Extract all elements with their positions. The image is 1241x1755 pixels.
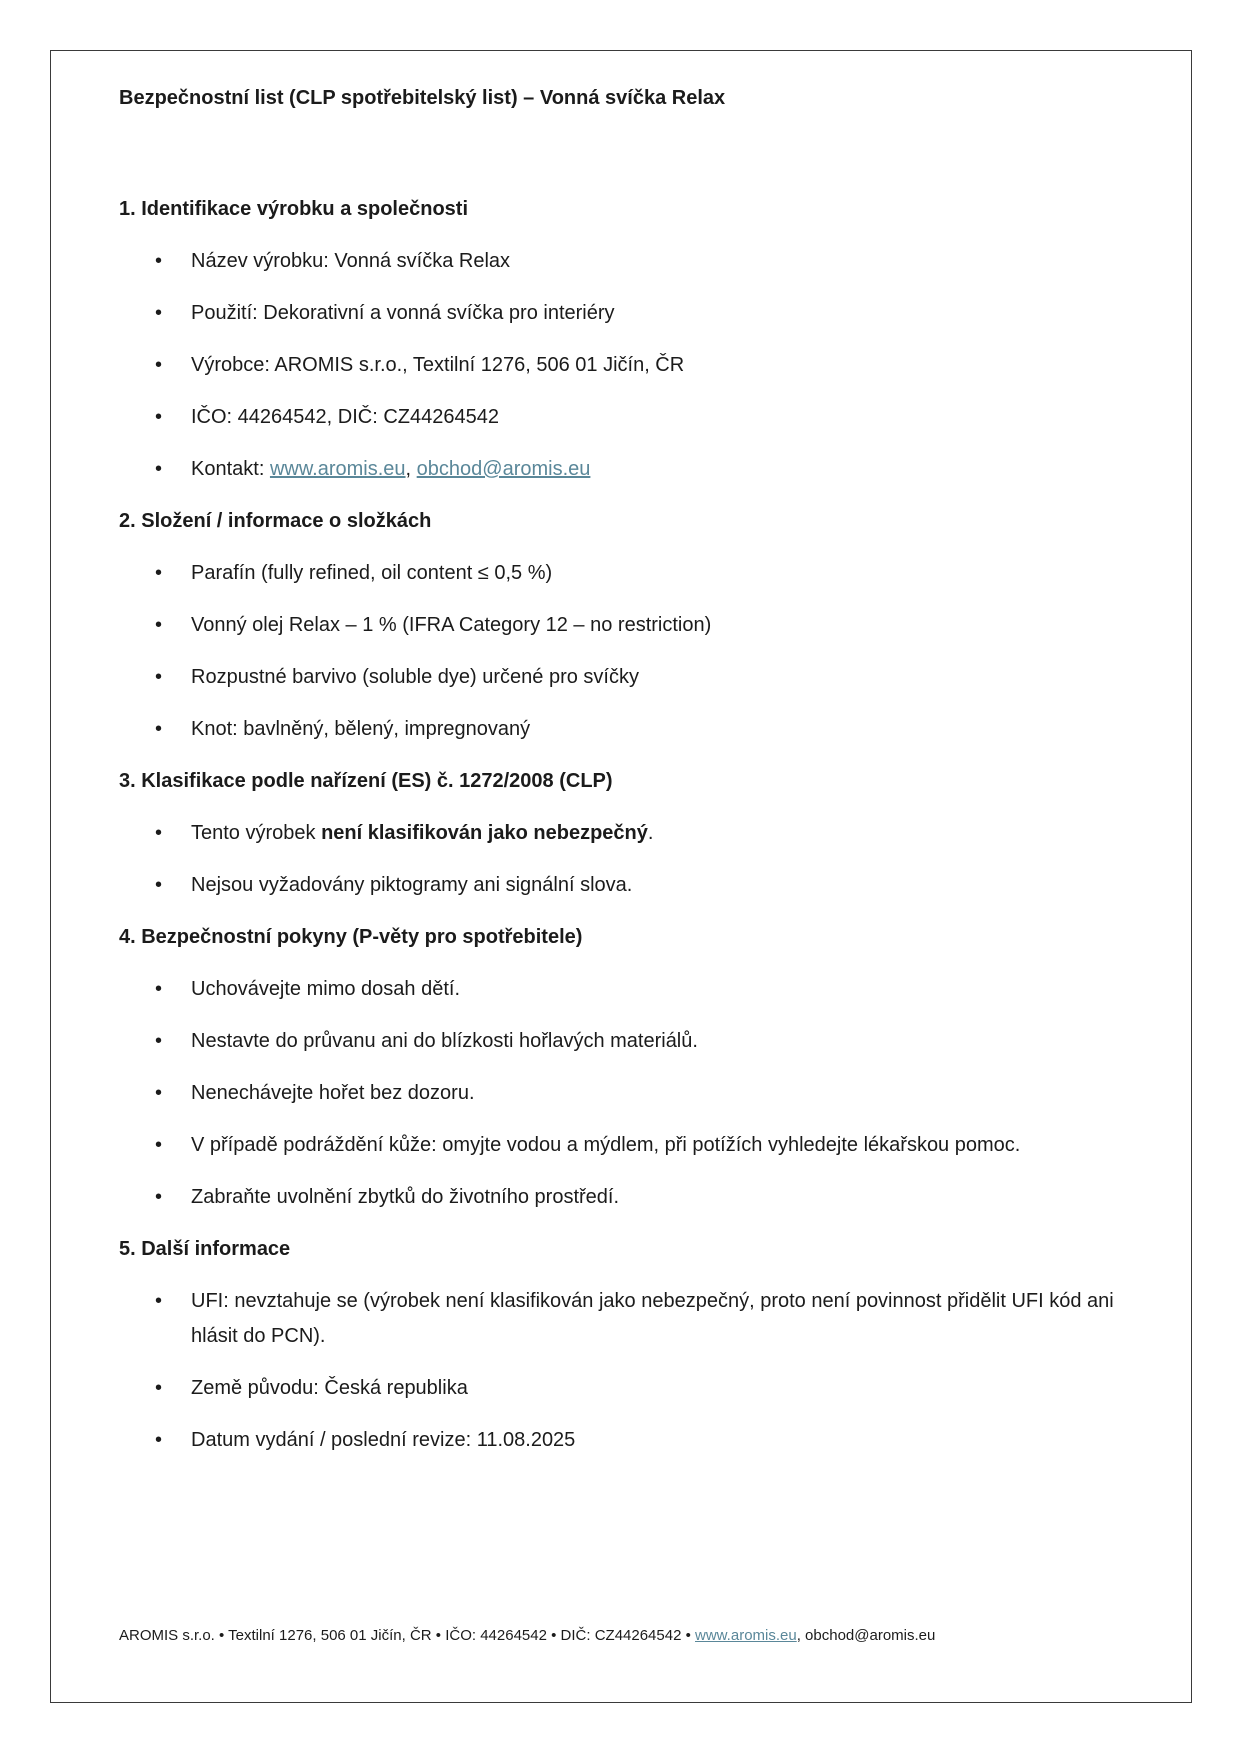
- bullet-text: Nenechávejte hořet bez dozoru.: [191, 1082, 475, 1104]
- bullet-text: Nejsou vyžadovány piktogramy ani signální slova.: [191, 874, 633, 896]
- bullet-item: [119, 244, 1136, 279]
- contact-label: Kontakt:: [191, 458, 270, 480]
- bullet-text: Rozpustné barvivo (soluble dye) určené pro svíčky: [191, 666, 639, 688]
- bullet-item: [119, 1284, 1136, 1354]
- bullet-text: IČO: 44264542, DIČ: CZ44264542: [191, 406, 499, 428]
- document-page: [50, 50, 1192, 1703]
- bullet-dot: •: [155, 1377, 163, 1399]
- bullet-text: Datum vydání / poslední revize: 11.08.2025: [191, 1429, 576, 1451]
- bullet-item: [119, 608, 1136, 643]
- bullet-dot: •: [155, 666, 163, 688]
- footer: [119, 1626, 1141, 1646]
- bullet-dot: •: [155, 354, 163, 376]
- bullet-dot: •: [155, 1030, 163, 1052]
- section-4-heading: 4. Bezpečnostní pokyny (P-věty pro spotřebitele): [119, 926, 583, 948]
- bullet-dot: •: [155, 822, 163, 844]
- section-1-heading: 1. Identifikace výrobku a společnosti: [119, 198, 469, 220]
- bullet-dot: •: [155, 1134, 163, 1156]
- section-5-heading: 5. Další informace: [119, 1238, 291, 1260]
- bullet-text: Vonný olej Relax – 1 % (IFRA Category 12 – no restriction): [191, 614, 712, 636]
- section-2-heading: 2. Složení / informace o složkách: [119, 510, 432, 532]
- bullet-dot: •: [155, 250, 163, 272]
- bullet-dot: •: [155, 1082, 163, 1104]
- bullet-dot: •: [155, 406, 163, 428]
- bullet-dot: •: [155, 978, 163, 1000]
- footer-text-pre: AROMIS s.r.o. • Textilní 1276, 506 01 Jičín, ČR • IČO: 44264542 • DIČ: CZ44264542 •: [119, 1627, 696, 1644]
- footer-website-link[interactable]: www.aromis.eu: [695, 1627, 797, 1644]
- classification-bold-text: není klasifikován jako nebezpečný: [321, 822, 648, 844]
- footer-text-post: , obchod@aromis.eu: [796, 1627, 936, 1644]
- bullet-item: [119, 712, 1136, 747]
- bullet-dot: •: [155, 1186, 163, 1208]
- bullet-dot: •: [155, 1429, 163, 1451]
- bullet-dot: •: [155, 718, 163, 740]
- bullet-text: Zabraňte uvolnění zbytků do životního prostředí.: [191, 1186, 620, 1208]
- bullet-text: Uchovávejte mimo dosah dětí.: [191, 978, 461, 1000]
- bullet-item: [119, 348, 1136, 383]
- bullet-item: [119, 1024, 1136, 1059]
- bullet-dot: •: [155, 614, 163, 636]
- bullet-dot: •: [155, 458, 163, 480]
- document-title: Bezpečnostní list (CLP spotřebitelský list) – Vonná svíčka Relax: [119, 87, 726, 109]
- bullet-text: V případě podráždění kůže: omyjte vodou a mýdlem, při potížích vyhledejte lékařskou pomoc.: [191, 1134, 1021, 1156]
- classification-prefix: Tento výrobek: [191, 822, 322, 844]
- email-link[interactable]: obchod@aromis.eu: [416, 458, 591, 480]
- bullet-item: [119, 296, 1136, 331]
- bullet-dot: •: [155, 874, 163, 896]
- bullet-item: [119, 400, 1136, 435]
- bullet-dot: •: [155, 302, 163, 324]
- bullet-item: [119, 660, 1136, 695]
- bullet-dot: •: [155, 1290, 163, 1312]
- bullet-text: Výrobce: AROMIS s.r.o., Textilní 1276, 506 01 Jičín, ČR: [191, 354, 685, 376]
- contact-separator: ,: [405, 458, 417, 480]
- bullet-dot: •: [155, 562, 163, 584]
- bullet-item: [119, 1076, 1136, 1111]
- section-3-heading: 3. Klasifikace podle nařízení (ES) č. 1272/2008 (CLP): [119, 770, 613, 792]
- bullet-text: Název výrobku: Vonná svíčka Relax: [191, 250, 511, 272]
- classification-suffix: .: [647, 822, 654, 844]
- bullet-text: Parafín (fully refined, oil content ≤ 0,5 %): [191, 562, 553, 584]
- bullet-item: [119, 1423, 1136, 1458]
- bullet-item: [119, 1180, 1136, 1215]
- bullet-text: Nestavte do průvanu ani do blízkosti hořlavých materiálů.: [191, 1030, 698, 1052]
- bullet-item: [119, 1128, 1136, 1163]
- bullet-text: UFI: nevztahuje se (výrobek není klasifikován jako nebezpečný, proto není povinnost přidělit UFI kód ani hlásit do PCN).: [191, 1290, 1114, 1347]
- bullet-text: Použití: Dekorativní a vonná svíčka pro interiéry: [191, 302, 615, 324]
- bullet-item: [119, 556, 1136, 591]
- bullet-item: [119, 972, 1136, 1007]
- bullet-text: Knot: bavlněný, bělený, impregnovaný: [191, 718, 531, 740]
- bullet-text: Země původu: Česká republika: [191, 1377, 468, 1399]
- bullet-item: [119, 868, 1136, 903]
- bullet-item-contact: [119, 452, 1136, 487]
- bullet-item-classification: [119, 816, 1136, 851]
- website-link[interactable]: www.aromis.eu: [269, 458, 406, 480]
- bullet-item: [119, 1371, 1136, 1406]
- document-content: [51, 51, 1191, 1458]
